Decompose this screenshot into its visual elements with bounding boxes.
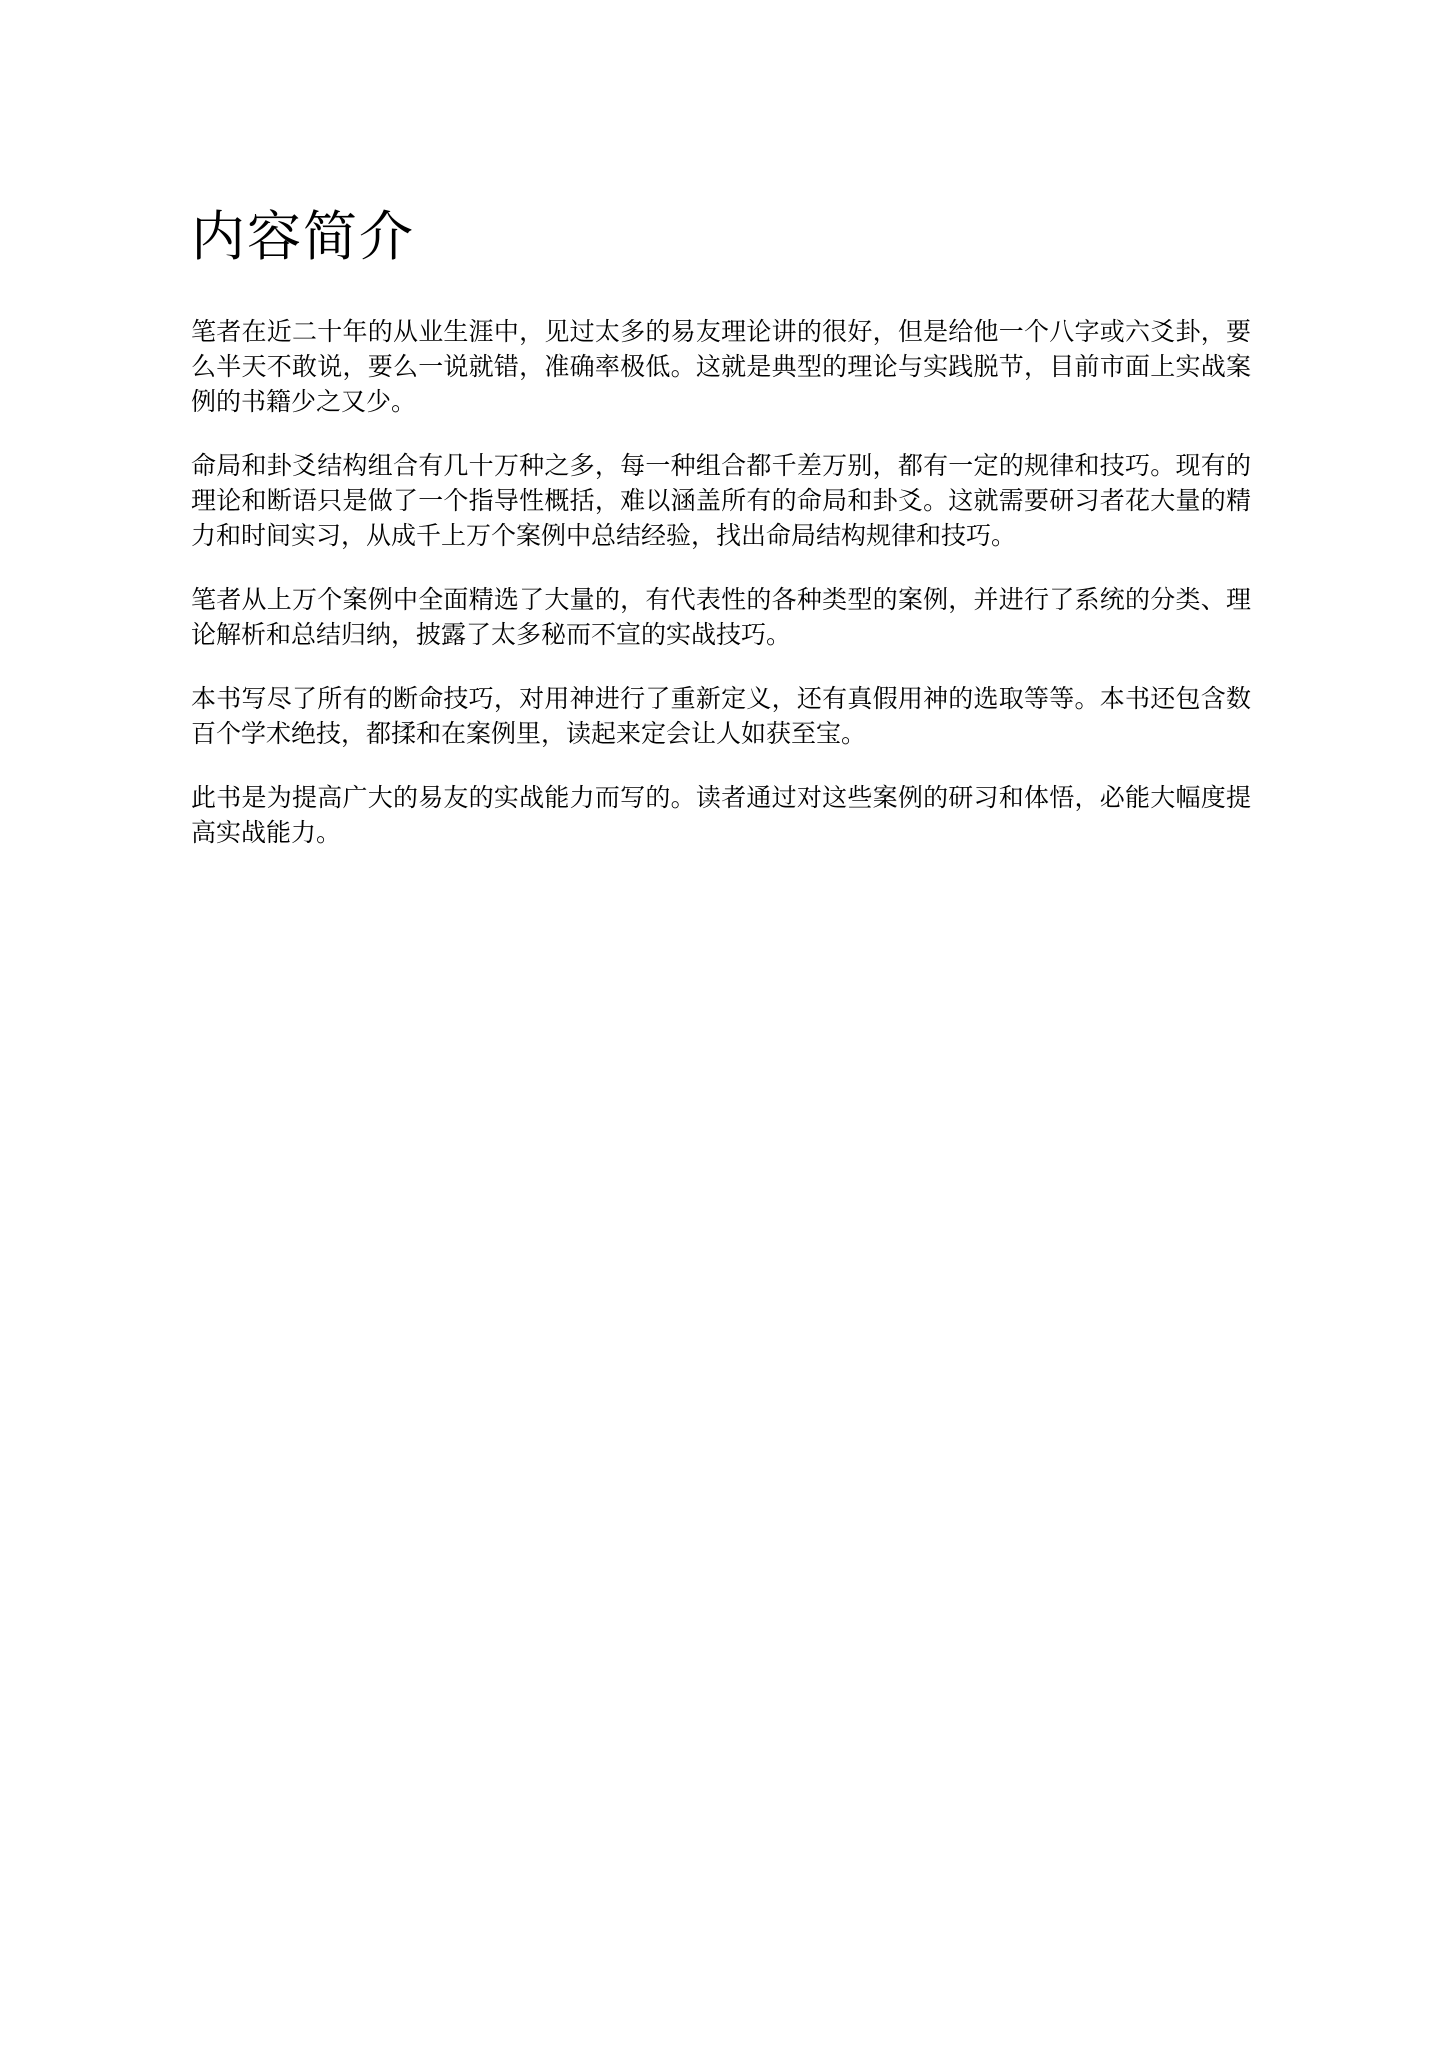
paragraph-4: 本书写尽了所有的断命技巧，对用神进行了重新定义，还有真假用神的选取等等。本书还包含数百个学术绝技，都揉和在案例里，读起来定会让人如获至宝。 [191,683,1251,748]
document-content [191,205,1251,879]
paragraph-5: 此书是为提高广大的易友的实战能力而写的。读者通过对这些案例的研习和体悟，必能大幅度提高实战能力。 [191,782,1251,847]
paragraph-1: 笔者在近二十年的从业生涯中，见过太多的易友理论讲的很好，但是给他一个八字或六爻卦，要么半天不敢说，要么一说就错，准确率极低。这就是典型的理论与实践脱节，目前市面上实战案例的书籍少之又少。 [191,316,1251,416]
paragraph-3: 笔者从上万个案例中全面精选了大量的，有代表性的各种类型的案例，并进行了系统的分类、理论解析和总结归纳，披露了太多秘而不宣的实战技巧。 [191,584,1251,649]
page-title: 内容简介 [191,205,415,268]
paragraph-2: 命局和卦爻结构组合有几十万种之多，每一种组合都千差万别，都有一定的规律和技巧。现有的理论和断语只是做了一个指导性概括，难以涵盖所有的命局和卦爻。这就需要研习者花大量的精力和时间实习，从成千上万个案例中总结经验，找出命局结构规律和技巧。 [191,450,1251,550]
